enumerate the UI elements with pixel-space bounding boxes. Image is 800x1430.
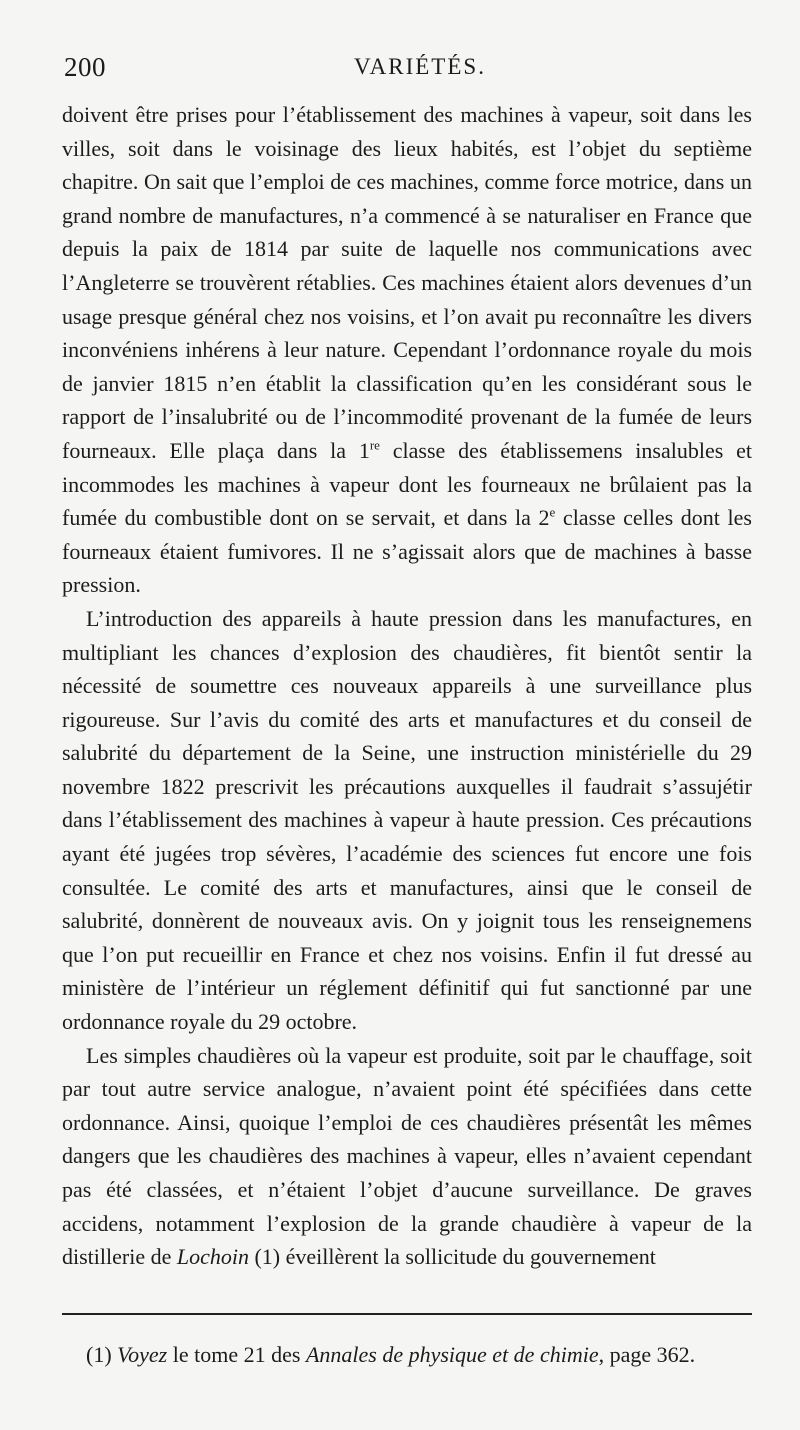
footnote-marker: (1): [86, 1342, 118, 1367]
paragraph-2: L’introduction des appareils à haute pression dans les manufactures, en multipliant les chances d’explosion des chaudières, fit bientôt sentir la nécessité de soumettre ces nouveaux appareils à une surveillance plus rigoureuse. Sur l’avis du comité des arts et manufactures et du conseil de salubrité du département de la Seine, une instruction ministérielle du 29 novembre 1822 prescrivit les précautions auxquelles il faudrait s’assujétir dans l’établissement des machines à vapeur à haute pression. Ces précautions ayant été jugées trop sévères, l’académie des sciences fut encore une fois consultée. Le comité des arts et manufactures, ainsi que le conseil de salubrité, donnèrent de nouveaux avis. On y joignit tous les renseignemens que l’on put recueillir en France et chez nos voisins. Enfin il fut dressé au ministère de l’intérieur un réglement définitif qui fut sanctionné par une ordonnance royale du 29 octobre.: [62, 605, 752, 1035]
page-header: [64, 52, 754, 88]
footnote-voyez: Voyez: [117, 1342, 168, 1367]
paragraph-3: [62, 1039, 752, 1274]
paragraph-1-text-end: classe celles dont les fourneaux étaient fumivores. Il ne s’agissait alors que de machines à basse pression.: [62, 505, 752, 598]
ordinal-superscript: re: [369, 437, 380, 453]
place-name-lochoin: Lochoin: [176, 1244, 249, 1270]
paragraph-1-text-cont: classe des établissemens insalubles et incommodes les machines à vapeur dont les fourneaux ne brûlaient pas la fumée du combustible dont on se servait, et dans la 2: [62, 437, 752, 531]
paragraph-3-text-end: (1) éveillèrent la sollicitude du gouvernement: [248, 1244, 656, 1270]
footnote: [62, 1338, 752, 1371]
ordinal-superscript: e: [549, 504, 556, 520]
footnote-text: le tome 21 des: [167, 1342, 306, 1367]
footnote-journal-title: Annales de physique et de chimie: [305, 1342, 599, 1367]
paragraph-3-text: Les simples chaudières où la vapeur est produite, soit par le chauffage, soit par tout autre service analogue, n’avaient point été spécifiées dans cette ordonnance. Ainsi, quoique l’emploi de ces chaudières présentât les mêmes dangers que les chaudières des machines à vapeur, elles n’avaient cependant pas été classées, et n’étaient l’objet d’aucune surveillance. De graves accidens, notamment l’explosion de la grande chaudière à vapeur de la distillerie de: [62, 1042, 752, 1270]
paragraph-1-text: doivent être prises pour l’établissement des machines à vapeur, soit dans les villes, soit dans le voisinage des lieux habités, est l’objet du septième chapitre. On sait que l’emploi de ces machines, comme force motrice, dans un grand nombre de manufactures, n’a commencé à se naturaliser en France que depuis la paix de 1814 par suite de laquelle nos communications avec l’Angleterre se trouvèrent rétablies. Ces machines étaient alors devenues d’un usage presque général chez nos voisins, et l’on avait pu reconnaître les divers inconvéniens inhérens à leur nature. Cependant l’ordonnance royale du mois de janvier 1815 n’en établit la classification qu’en les considérant sous le rapport de l’insalubrité ou de l’incommodité provenant de la fumée de leurs fourneaux. Elle plaça dans la: [62, 102, 752, 463]
footnote-page-ref: , page 362.: [598, 1342, 696, 1367]
page-number: 200: [64, 52, 106, 82]
paragraph-1: doivent être prises pour l’établissement des machines à vapeur, soit dans les villes, soit dans le voisinage des lieux habités, est l’objet du septième chapitre. On sait que l’emploi de ces machines, comme force motrice, dans un grand nombre de manufactures, n’a commencé à se naturaliser en France que depuis la paix de 1814 par suite de laquelle nos communications avec l’Angleterre se trouvèrent rétablies. Ces machines étaient alors devenues d’un usage presque général chez nos voisins, et l’on avait pu reconnaître les divers inconvéniens inhérens à leur nature. Cependant l’ordonnance royale du mois de janvier 1815 n’en établit la classification qu’en les considérant sous le rapport de l’insalubrité ou de l’incommodité provenant de la fumée de leurs fourneaux. Elle plaça dans la 1re classe des établissemens insalubles et incommodes les machines à vapeur dont les fourneaux ne brûlaient pas la fumée du combustible dont on se servait, et dans la 2e classe celles dont les fourneaux étaient fumivores. Il ne s’agissait alors que de machines à basse pression.: [62, 102, 752, 598]
body-text: [62, 98, 752, 1274]
footnote-separator: [62, 1313, 752, 1315]
running-title: VARIÉTÉS.: [354, 54, 486, 79]
